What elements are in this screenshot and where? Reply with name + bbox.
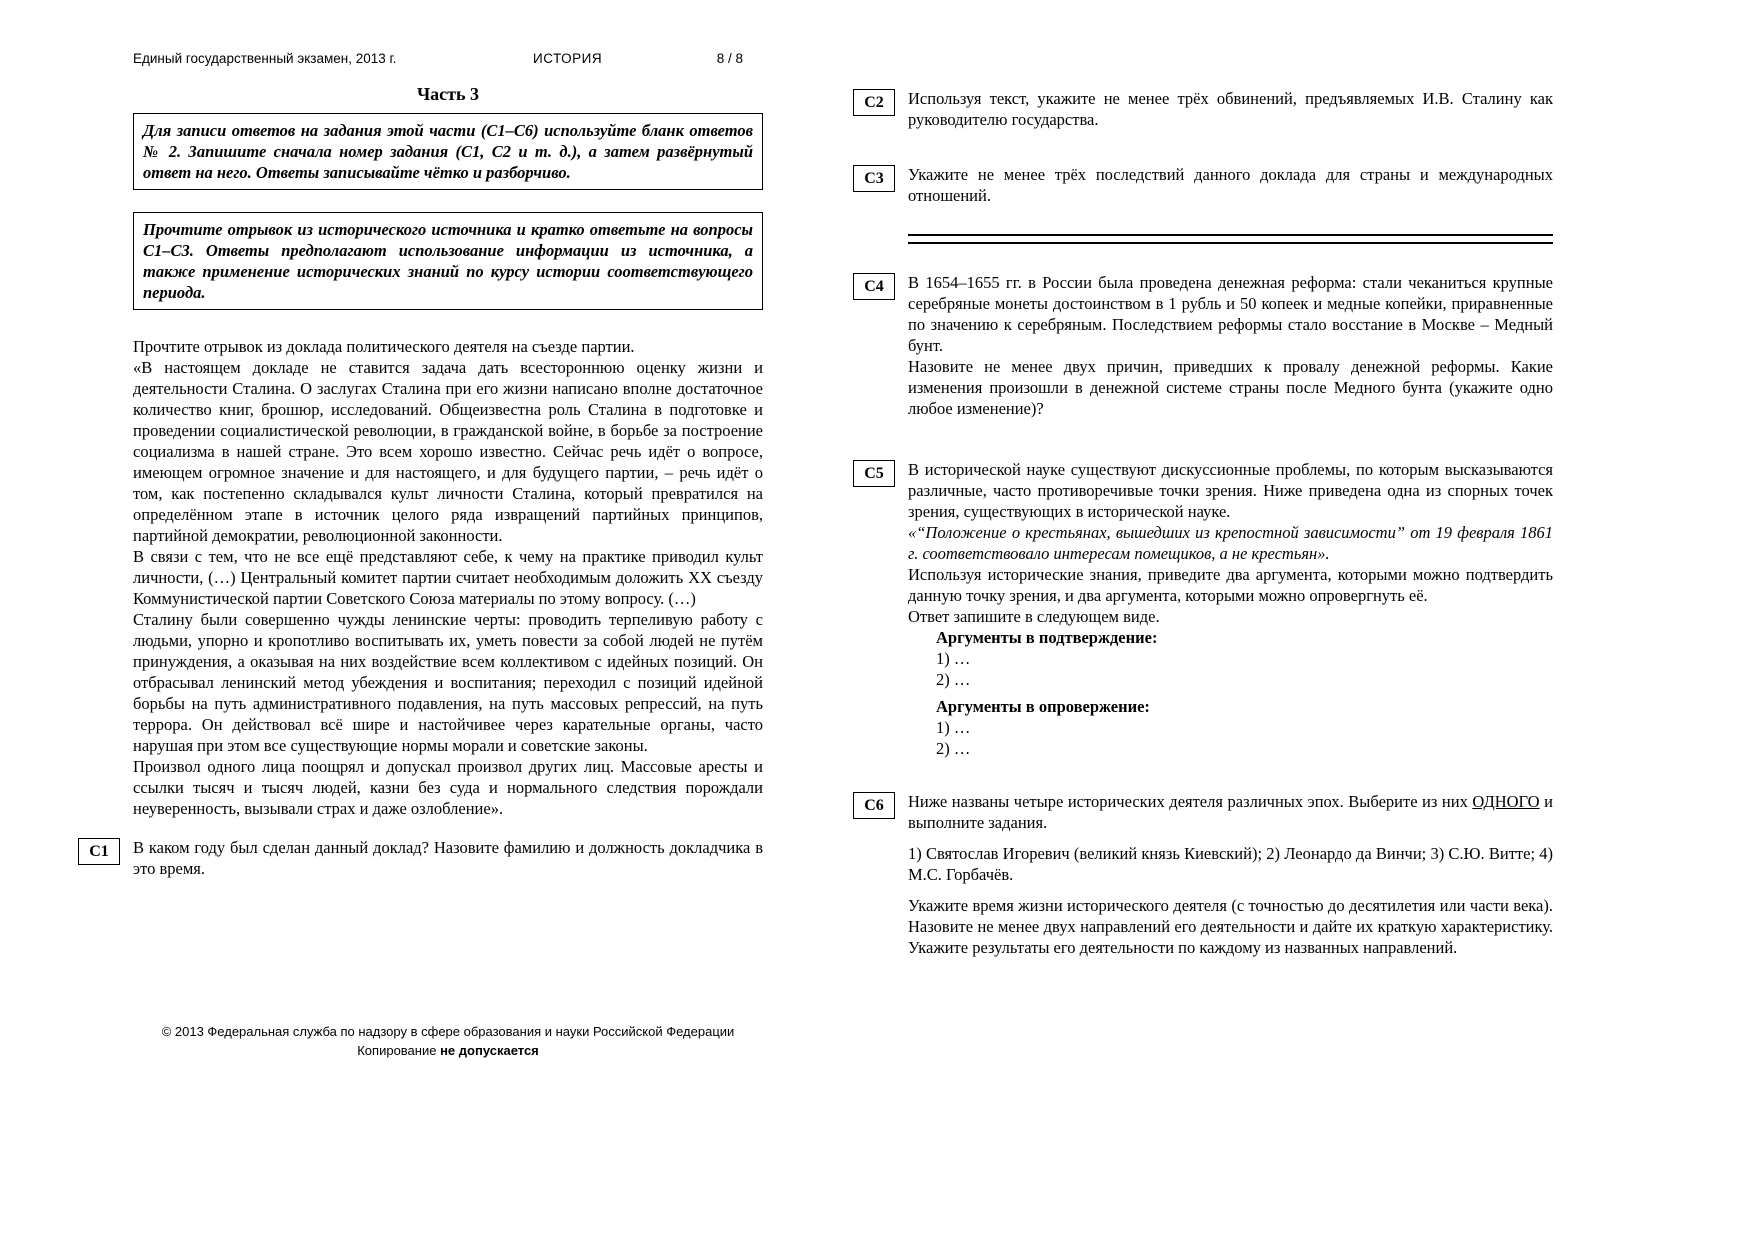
task-c2 (864, 88, 1553, 130)
section-divider (908, 234, 1553, 244)
task-c3-text: Укажите не менее трёх последствий данного доклада для страны и международных отношений. (908, 165, 1553, 205)
footer-copy-notice (133, 1041, 763, 1060)
page-header (133, 50, 763, 70)
instruction-box-source: Прочтите отрывок из исторического источника и кратко ответьте на вопросы С1–С3. Ответы предполагают использование информации из источника, а также применение исторических знаний по курсу истории соответствующего периода. (133, 212, 763, 310)
footer-copyright: © 2013 Федеральная служба по надзору в сфере образования и науки Российской Федерации (161, 1024, 735, 1039)
task-c5-format-note: Ответ запишите в следующем виде. (908, 607, 1160, 626)
arguments-refute-title: Аргументы в опровержение: (936, 697, 1150, 716)
task-c3 (864, 164, 1553, 206)
page-footer (133, 1022, 763, 1060)
task-c4-label: С4 (853, 273, 895, 300)
header-subject: ИСТОРИЯ (533, 51, 603, 66)
task-c1-label: С1 (78, 838, 120, 865)
task-c6-intro (908, 791, 1553, 833)
source-paragraph: «В настоящем докладе не ставится задача дать всестороннюю оценку жизни и деятельности Сталина. О заслугах Сталина при его жизни написано вполне достаточное количество книг, брошюр, исследований. Общеизвестна роль Сталина в подготовке и проведении социалистической революции, в гражданской войне, в борьбе за построение социализма в нашей стране. Это всем хорошо известно. Сейчас речь идёт о вопросе, имеющем огромное значение и для настоящего, и для будущего партии, – речь идёт о том, как постепенно складывался культ личности Сталина, который превратился на определённом этапе в источник целого ряда извращений партийных принципов, партийной демократии, революционной законности. (133, 358, 763, 545)
header-exam-title: Единый государственный экзамен, 2013 г. (133, 51, 397, 66)
task-c5-intro: В исторической науке существуют дискуссионные проблемы, по которым высказываются различные, часто противоречивые точки зрения. Ниже приведена одна из спорных точек зрения, существующих в исторической науке. (908, 460, 1553, 521)
task-c5-label: С5 (853, 460, 895, 487)
footer-copy-pre: Копирование (357, 1043, 441, 1058)
task-c4 (864, 272, 1553, 419)
argument-item: 2) … (936, 739, 971, 758)
task-c6-intro-pre: Ниже названы четыре исторических деятеля различных эпох. Выберите из них (908, 792, 1473, 811)
task-c4-text-1: В 1654–1655 гг. в России была проведена денежная реформа: стали чеканиться крупные серебряные монеты достоинством в 1 рубль и 50 копеек и медные копейки, приравненные по значению к серебряным. Последствием реформы стало восстание в Москве – Медный бунт. (908, 273, 1553, 355)
part-title: Часть 3 (416, 84, 480, 104)
arguments-support-title: Аргументы в подтверждение: (936, 628, 1158, 647)
task-c6-task: Укажите время жизни исторического деятеля (с точностью до десятилетия или части века). Назовите не менее двух направлений его деятельности и дайте их краткую характеристику. Укажите результаты его деятельности по каждому из названных направлений. (908, 896, 1553, 957)
task-c6 (864, 791, 1553, 958)
task-c5-task: Используя исторические знания, приведите два аргумента, которыми можно подтвердить данную точку зрения, и два аргумента, которыми можно опровергнуть её. (908, 565, 1553, 605)
source-paragraph: Произвол одного лица поощрял и допускал произвол других лиц. Массовые аресты и ссылки тысяч и тысяч людей, казни без суда и нормального следствия порождали неуверенность, вызывали страх и даже озлобление». (133, 757, 763, 818)
instruction-box-answers: Для записи ответов на задания этой части (С1–С6) используйте бланк ответов № 2. Запишите сначала номер задания (С1, С2 и т. д.), а затем развёрнутый ответ на него. Ответы записывайте чётко и разборчиво. (133, 113, 763, 190)
task-c4-text-2: Назовите не менее двух причин, приведших к провалу денежной реформы. Какие изменения произошли в денежной системе страны после Медного бунта (укажите одно любое изменение)? (908, 357, 1553, 418)
task-c6-label: С6 (853, 792, 895, 819)
argument-item: 2) … (936, 670, 971, 689)
task-c6-figures: 1) Святослав Игоревич (великий князь Киевский); 2) Леонардо да Винчи; 3) С.Ю. Витте; 4) М.С. Горбачёв. (908, 844, 1553, 884)
source-paragraph: Сталину были совершенно чужды ленинские черты: проводить терпеливую работу с людьми, упорно и кропотливо воспитывать их, уметь повести за собой людей не путём принуждения, а оказывая на них воздействие всем коллективом с идейных позиций. Он отбрасывал ленинский метод убеждения и воспитания; переходил с позиций идейной борьбы на путь административного подавления, на путь массовых репрессий, на путь террора. Он действовал всё шире и настойчивее через карательные органы, часто нарушая при этом все существующие нормы морали и советские законы. (133, 610, 763, 755)
task-c2-text: Используя текст, укажите не менее трёх обвинений, предъявляемых И.В. Сталину как руководителю государства. (908, 89, 1553, 129)
footer-copy-bold: не допускается (440, 1043, 539, 1058)
task-c5-arguments (936, 627, 1553, 759)
task-c3-label: С3 (853, 165, 895, 192)
argument-item: 1) … (936, 649, 971, 668)
task-c1 (89, 837, 763, 879)
task-c6-intro-underlined: ОДНОГО (1472, 792, 1540, 811)
source-intro: Прочтите отрывок из доклада политического деятеля на съезде партии. (133, 337, 635, 356)
task-c5 (864, 459, 1553, 759)
task-c2-label: С2 (853, 89, 895, 116)
task-c6-intro-post: и выполните задания. (908, 792, 1553, 832)
argument-item: 1) … (936, 718, 971, 737)
task-c5-quote: «“Положение о крестьянах, вышедших из крепостной зависимости” от 19 февраля 1861 г. соответствовало интересам помещиков, а не крестьян». (908, 523, 1553, 563)
left-column (89, 50, 763, 879)
header-page-number: 8 / 8 (716, 51, 743, 66)
right-column (864, 88, 1553, 958)
task-c1-text: В каком году был сделан данный доклад? Назовите фамилию и должность докладчика в это время. (133, 838, 763, 878)
source-paragraph: В связи с тем, что не все ещё представляют себе, к чему на практике приводил культ личности, (…) Центральный комитет партии считает необходимым доложить XX съезду Коммунистической партии Советского Союза материалы по этому вопросу. (…) (133, 547, 763, 608)
